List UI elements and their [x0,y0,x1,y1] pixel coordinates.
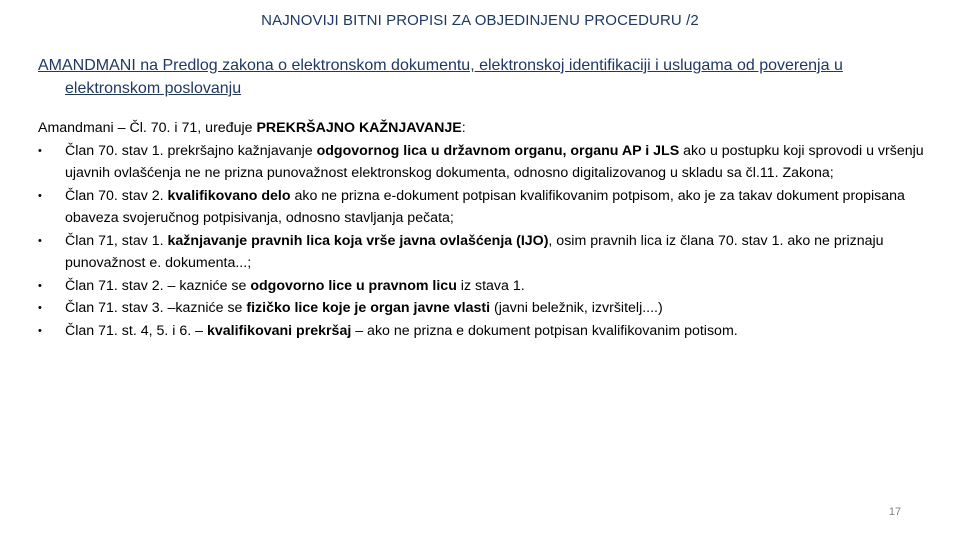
list-item [38,230,928,275]
slide-subtitle-link[interactable]: AMANDMANI na Predlog zakona o elektronskom dokumentu, elektronskoj identifikaciji i uslugama od poverenja u elektronskom poslovanju [38,57,843,97]
intro-line [38,117,928,140]
bullet-list [38,140,928,343]
item-text: iz stava 1. [456,277,525,294]
page-number: 17 [888,506,902,518]
list-item [38,185,928,230]
bullet-icon: • [38,302,42,314]
slide-content [38,117,928,342]
item-text: Član 71. stav 2. – kazniće se [65,277,251,294]
item-text: – ako ne prizna e dokument potpisan kvalifikovanim potisom. [351,322,738,339]
item-text: Član 71, stav 1. [65,232,168,249]
item-text: ako ne prizna e-dokument potpisan kvalifikovanim potpisom, ako je za takav dokument propisana obaveza svojeručnog potpisivanja, odnosno stavljanja pečata; [65,187,905,226]
item-bold: odgovornog lica u državnom organu, organu AP i JLS [316,142,680,159]
item-text: Član 71. st. 4, 5. i 6. – [65,322,207,339]
list-item [38,140,928,185]
list-item [38,320,928,343]
list-item [38,275,928,298]
item-bold: kažnjavanje pravnih lica koja vrše javna ovlašćenja (IJO) [167,232,549,249]
item-text: Član 71. stav 3. –kazniće se [65,300,247,316]
bullet-icon: • [38,279,42,292]
item-bold: kvalifikovani prekršaj [206,322,352,339]
intro-suffix: : [461,120,466,136]
item-bold: kvalifikovano delo [167,187,291,204]
list-item [38,297,928,320]
item-bold: fizičko lice koje je organ javne vlasti [246,300,491,316]
intro-bold: PREKRŠAJNO KAŽNJAVANJE [256,120,462,136]
item-text: ako u postupku koji sprovodi u vršenju ujavnih ovlašćenja ne ne prizna punovažnost elektronskog dokumenta, odnosno digitalizovanog u skladu sa čl.11. Zakona; [65,142,924,181]
item-bold: odgovorno lice u pravnom licu [250,277,457,294]
bullet-icon: • [38,234,42,247]
item-text: , osim pravnih lica iz člana 70. stav 1. ako ne priznaju punovažnost e. dokumenta...; [65,232,884,271]
slide-title: NAJNOVIJI BITNI PROPISI ZA OBJEDINJENU PROCEDURU /2 [261,12,699,29]
item-text: (javni beležnik, izvršitelj....) [490,300,663,316]
item-text: Član 70. stav 1. prekršajno kažnjavanje [65,142,317,159]
intro-prefix: Amandmani – Čl. 70. i 71, uređuje [38,120,257,136]
bullet-icon: • [38,189,42,202]
bullet-icon: • [38,144,42,157]
item-text: Član 70. stav 2. [65,187,168,204]
bullet-icon: • [38,324,42,337]
